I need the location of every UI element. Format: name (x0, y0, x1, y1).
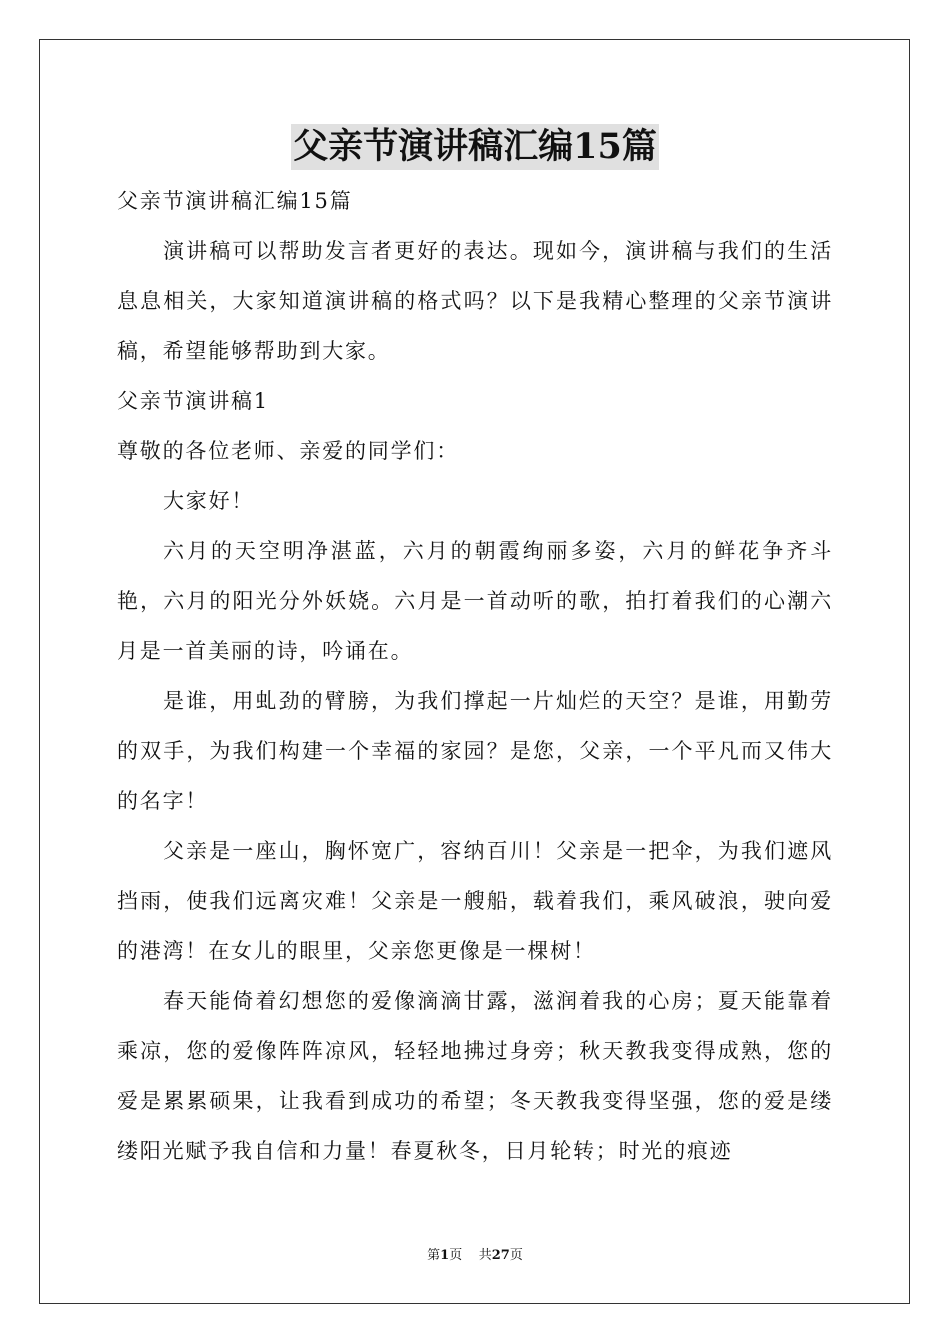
greeting-paragraph: 大家好！ (163, 489, 255, 513)
body-paragraph: 父亲是一座山，胸怀宽广，容纳百川！父亲是一把伞，为我们遮风挡雨，使我们远离灾难！父亲是一艘船，载着我们，乘风破浪，驶向爱的港湾！在女儿的眼里，父亲您更像是一棵树！ (117, 839, 833, 963)
body-paragraph: 六月的天空明净湛蓝，六月的朝霞绚丽多姿，六月的鲜花争齐斗艳，六月的阳光分外妖娆。六月是一首动听的歌，拍打着我们的心潮六月是一首美丽的诗，吟诵在。 (117, 539, 833, 663)
subtitle-line: 父亲节演讲稿汇编15篇 (117, 189, 353, 213)
document-title: 父亲节演讲稿汇编15篇 (291, 124, 659, 170)
page-prefix: 第 (427, 1248, 441, 1263)
section-heading: 父亲节演讲稿1 (117, 389, 269, 413)
total-page-count: 27 (491, 1248, 510, 1263)
document-body (117, 176, 833, 1176)
page-suffix: 页 (449, 1248, 463, 1263)
salutation: 尊敬的各位老师、亲爱的同学们： (117, 439, 459, 463)
total-suffix: 页 (509, 1248, 523, 1263)
current-page-number: 1 (440, 1248, 450, 1263)
title-container (0, 124, 950, 170)
body-paragraph: 春天能倚着幻想您的爱像滴滴甘露，滋润着我的心房；夏天能靠着乘凉，您的爱像阵阵凉风，轻轻地拂过身旁；秋天教我变得成熟，您的爱是累累硕果，让我看到成功的希望；冬天教我变得坚强，您的爱是缕缕阳光赋予我自信和力量！春夏秋冬，日月轮转；时光的痕迹 (117, 989, 833, 1163)
page-footer (0, 1246, 950, 1266)
body-paragraph: 是谁，用虬劲的臂膀，为我们撑起一片灿烂的天空？是谁，用勤劳的双手，为我们构建一个幸福的家园？是您，父亲，一个平凡而又伟大的名字！ (117, 689, 833, 813)
total-prefix: 共 (478, 1248, 492, 1263)
intro-paragraph: 演讲稿可以帮助发言者更好的表达。现如今，演讲稿与我们的生活息息相关，大家知道演讲稿的格式吗？以下是我精心整理的父亲节演讲稿，希望能够帮助到大家。 (117, 239, 833, 363)
